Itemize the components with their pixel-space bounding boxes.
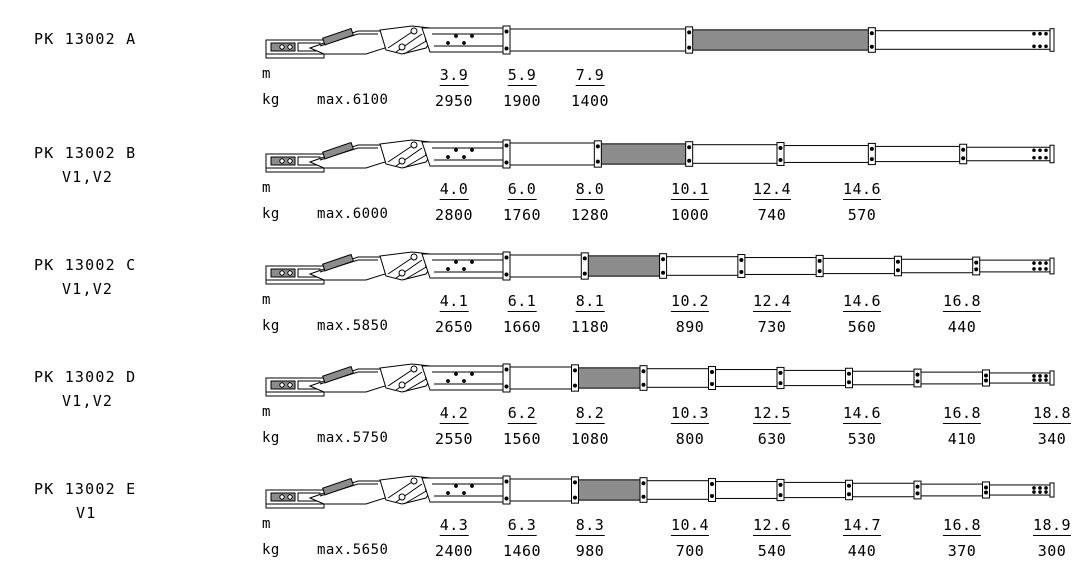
capacity-value: 530 [847,430,877,448]
model-name: PK 13002 C [34,256,137,274]
capacity-value: 1460 [502,542,542,560]
capacity-value: 540 [757,542,787,560]
model-variants: V1 [76,504,97,522]
reach-value: 8.2 [575,404,605,422]
model-label-block [0,256,250,298]
capacity-value: 1280 [570,206,610,224]
model-name: PK 13002 A [34,30,137,48]
reach-value: 12.5 [752,404,792,422]
reach-value: 4.2 [439,404,469,422]
crane-boom-diagram [262,464,1062,516]
unit-metres: m [262,180,271,196]
crane-boom-diagram [262,128,1062,180]
capacity-value: 1400 [570,92,610,110]
reach-value: 4.0 [439,180,469,198]
crane-boom-diagram [262,240,1062,292]
unit-kilograms: kg [262,318,280,334]
model-variants: V1,V2 [62,392,114,410]
capacity-value: 890 [675,318,705,336]
capacity-value: 1560 [502,430,542,448]
reach-value: 18.9 [1032,516,1072,534]
unit-kilograms: kg [262,542,280,558]
reach-value: 16.8 [942,292,982,310]
reach-value: 16.8 [942,516,982,534]
reach-value: 8.1 [575,292,605,310]
max-capacity-value: max.6100 [317,92,389,108]
capacity-value: 2650 [434,318,474,336]
capacity-value: 370 [947,542,977,560]
reach-value: 6.3 [507,516,537,534]
capacity-value: 740 [757,206,787,224]
reach-value: 14.6 [842,404,882,422]
capacity-value: 300 [1037,542,1067,560]
capacity-value: 560 [847,318,877,336]
reach-value: 7.9 [575,66,605,84]
capacity-value: 1180 [570,318,610,336]
capacity-value: 440 [847,542,877,560]
reach-value: 18.8 [1032,404,1072,422]
unit-metres: m [262,404,271,420]
crane-boom-illustration [262,352,1062,404]
model-name: PK 13002 D [34,368,137,386]
reach-value: 10.2 [670,292,710,310]
reach-value: 16.8 [942,404,982,422]
capacity-value: 570 [847,206,877,224]
capacity-value: 980 [575,542,605,560]
model-variants: V1,V2 [62,280,114,298]
model-label-block [0,144,250,186]
crane-boom-diagram [262,352,1062,404]
reach-value: 14.6 [842,292,882,310]
capacity-value: 440 [947,318,977,336]
reach-value: 12.4 [752,292,792,310]
reach-value: 6.2 [507,404,537,422]
unit-metres: m [262,292,271,308]
max-capacity-value: max.5750 [317,430,389,446]
reach-value: 10.3 [670,404,710,422]
max-capacity-value: max.5850 [317,318,389,334]
model-label-block [0,480,250,522]
reach-value: 4.3 [439,516,469,534]
reach-value: 6.0 [507,180,537,198]
reach-value: 10.1 [670,180,710,198]
reach-value: 12.4 [752,180,792,198]
unit-metres: m [262,516,271,532]
capacity-value: 1080 [570,430,610,448]
model-label-block [0,368,250,410]
capacity-value: 1660 [502,318,542,336]
model-label-block [0,30,250,48]
model-name: PK 13002 E [34,480,137,498]
reach-value: 6.1 [507,292,537,310]
crane-boom-illustration [262,14,1062,66]
capacity-value: 800 [675,430,705,448]
capacity-value: 1000 [670,206,710,224]
reach-value: 12.6 [752,516,792,534]
crane-boom-illustration [262,240,1062,292]
unit-kilograms: kg [262,430,280,446]
capacity-value: 1760 [502,206,542,224]
capacity-value: 340 [1037,430,1067,448]
capacity-value: 2400 [434,542,474,560]
model-variants: V1,V2 [62,168,114,186]
capacity-value: 410 [947,430,977,448]
reach-value: 8.0 [575,180,605,198]
max-capacity-value: max.6000 [317,206,389,222]
reach-value: 14.6 [842,180,882,198]
reach-value: 10.4 [670,516,710,534]
reach-value: 4.1 [439,292,469,310]
unit-kilograms: kg [262,92,280,108]
capacity-value: 2550 [434,430,474,448]
reach-value: 14.7 [842,516,882,534]
crane-boom-diagram [262,14,1062,66]
crane-boom-illustration [262,464,1062,516]
unit-kilograms: kg [262,206,280,222]
capacity-value: 630 [757,430,787,448]
capacity-value: 2950 [434,92,474,110]
max-capacity-value: max.5650 [317,542,389,558]
capacity-value: 700 [675,542,705,560]
reach-value: 5.9 [507,66,537,84]
capacity-value: 2800 [434,206,474,224]
model-name: PK 13002 B [34,144,137,162]
crane-boom-illustration [262,128,1062,180]
unit-metres: m [262,66,271,82]
reach-value: 3.9 [439,66,469,84]
reach-value: 8.3 [575,516,605,534]
capacity-value: 1900 [502,92,542,110]
capacity-value: 730 [757,318,787,336]
